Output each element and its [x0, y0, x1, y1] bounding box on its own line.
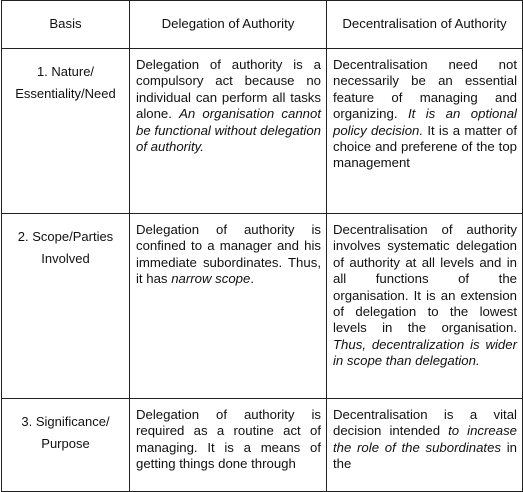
basis-line: Essentiality/Need [15, 86, 116, 101]
cell-text: Delegation of authority is confined to a manager and his immediate subordinates. Thus, it has [136, 222, 321, 287]
cell-text-italic: to increase the role of the subordinates [333, 423, 517, 455]
header-row [2, 1, 523, 49]
cell-text-italic: An organisation cannot be functional without delegation of authority. [136, 106, 321, 155]
basis-cell [2, 399, 130, 492]
cell-text: It is a matter of choice and preferene of the top management [333, 122, 517, 171]
cell-text: Decentralisation of authority involves systematic delegation of authority at all levels and in all functions of the organisation. It is an extension of delegation to the lowest levels in the organisation. [333, 222, 517, 336]
cell-text: Decentralisation is a vital decision intended [333, 407, 517, 439]
table-row [2, 399, 523, 492]
cell-text: . [250, 271, 255, 287]
cell-text-italic: narrow scope [171, 271, 251, 287]
decentralisation-cell [327, 49, 523, 214]
cell-text: in the [333, 439, 517, 472]
delegation-cell [130, 49, 327, 214]
table-row [2, 49, 523, 214]
cell-text-italic: It is an optional policy decision. [333, 106, 517, 138]
cell-text: Delegation of authority is a compulsory act because no individual can perform all tasks alone. [136, 57, 321, 122]
delegation-cell [130, 399, 327, 492]
table-row [2, 214, 523, 399]
basis-cell [2, 49, 130, 214]
cell-text-italic: Thus, decentralization is wider in scope than delegation. [333, 336, 517, 369]
cell-text: Delegation of authority is required as a routine act of managing. It is a means of getting things done through [136, 407, 321, 472]
basis-line: Purpose [41, 436, 90, 451]
decentralisation-cell [327, 214, 523, 399]
cell-text: Decentralisation need not necessarily be an essential feature of managing and organizing. [333, 57, 517, 122]
basis-line: 2. Scope/Parties [17, 229, 114, 244]
header-delegation: Delegation of Authority [130, 1, 327, 49]
header-basis: Basis [2, 1, 130, 49]
delegation-cell [130, 214, 327, 399]
header-decentralisation: Decentralisation of Authority [327, 1, 523, 49]
basis-line: 3. Significance/ [21, 414, 110, 429]
decentralisation-cell [327, 399, 523, 492]
basis-cell [2, 214, 130, 399]
basis-line: Involved [41, 251, 90, 266]
basis-line: 1. Nature/ [36, 64, 95, 79]
comparison-table [1, 0, 523, 492]
